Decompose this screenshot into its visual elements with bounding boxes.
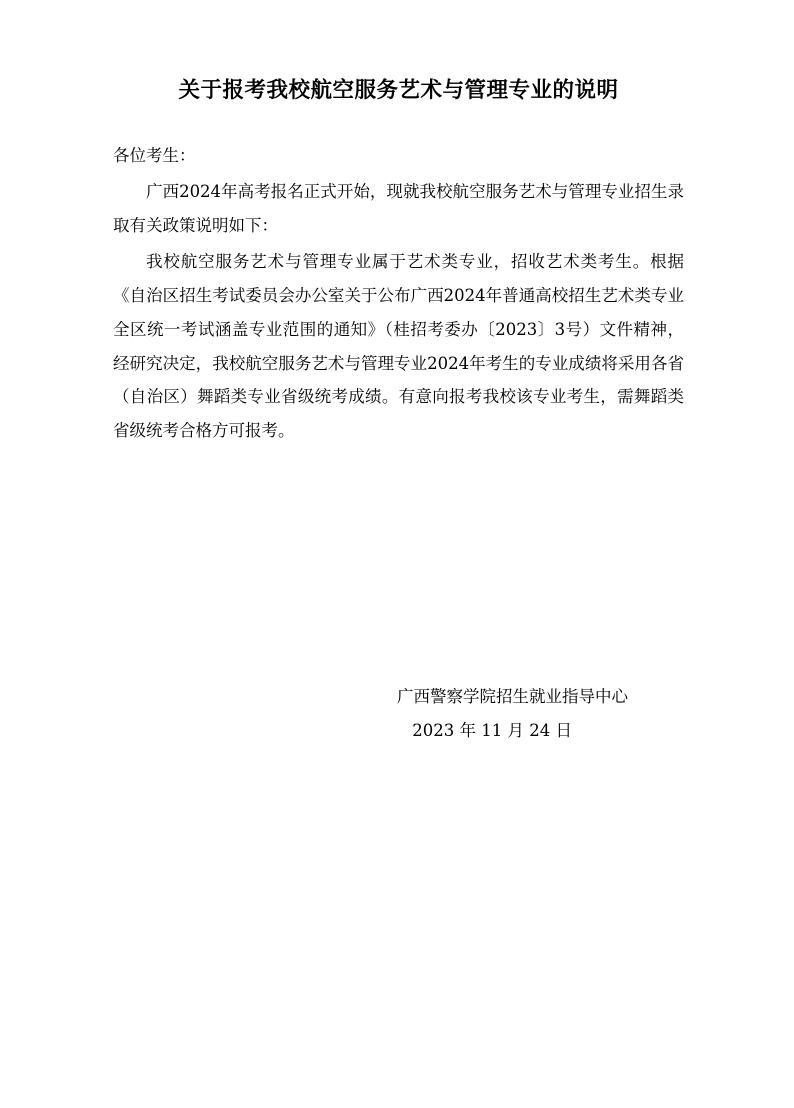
signature-organization: 广西警察学院招生就业指导中心 <box>397 686 628 706</box>
signature-date: 2023 年 11 月 24 日 <box>412 720 572 740</box>
body-paragraph-1: 广西2024年高考报名正式开始，现就我校航空服务艺术与管理专业招生录取有关政策说明如下： <box>113 182 684 236</box>
page-title: 关于报考我校航空服务艺术与管理专业的说明 <box>178 78 619 103</box>
salutation: 各位考生： <box>113 146 196 166</box>
body-paragraph-2: 我校航空服务艺术与管理专业属于艺术类专业，招收艺术类考生。根据《自治区招生考试委员会办公室关于公布广西2024年普通高校招生艺术类专业全区统一考试涵盖专业范围的通知》（桂招考委办〔2023〕3号）文件精神，经研究决定，我校航空服务艺术与管理专业2024年考生的专业成绩将采用各省（自治区）舞蹈类专业省级统考成绩。有意向报考我校该专业考生，需舞蹈类省级统考合格方可报考。 <box>113 252 684 441</box>
content-spacer <box>113 448 684 680</box>
